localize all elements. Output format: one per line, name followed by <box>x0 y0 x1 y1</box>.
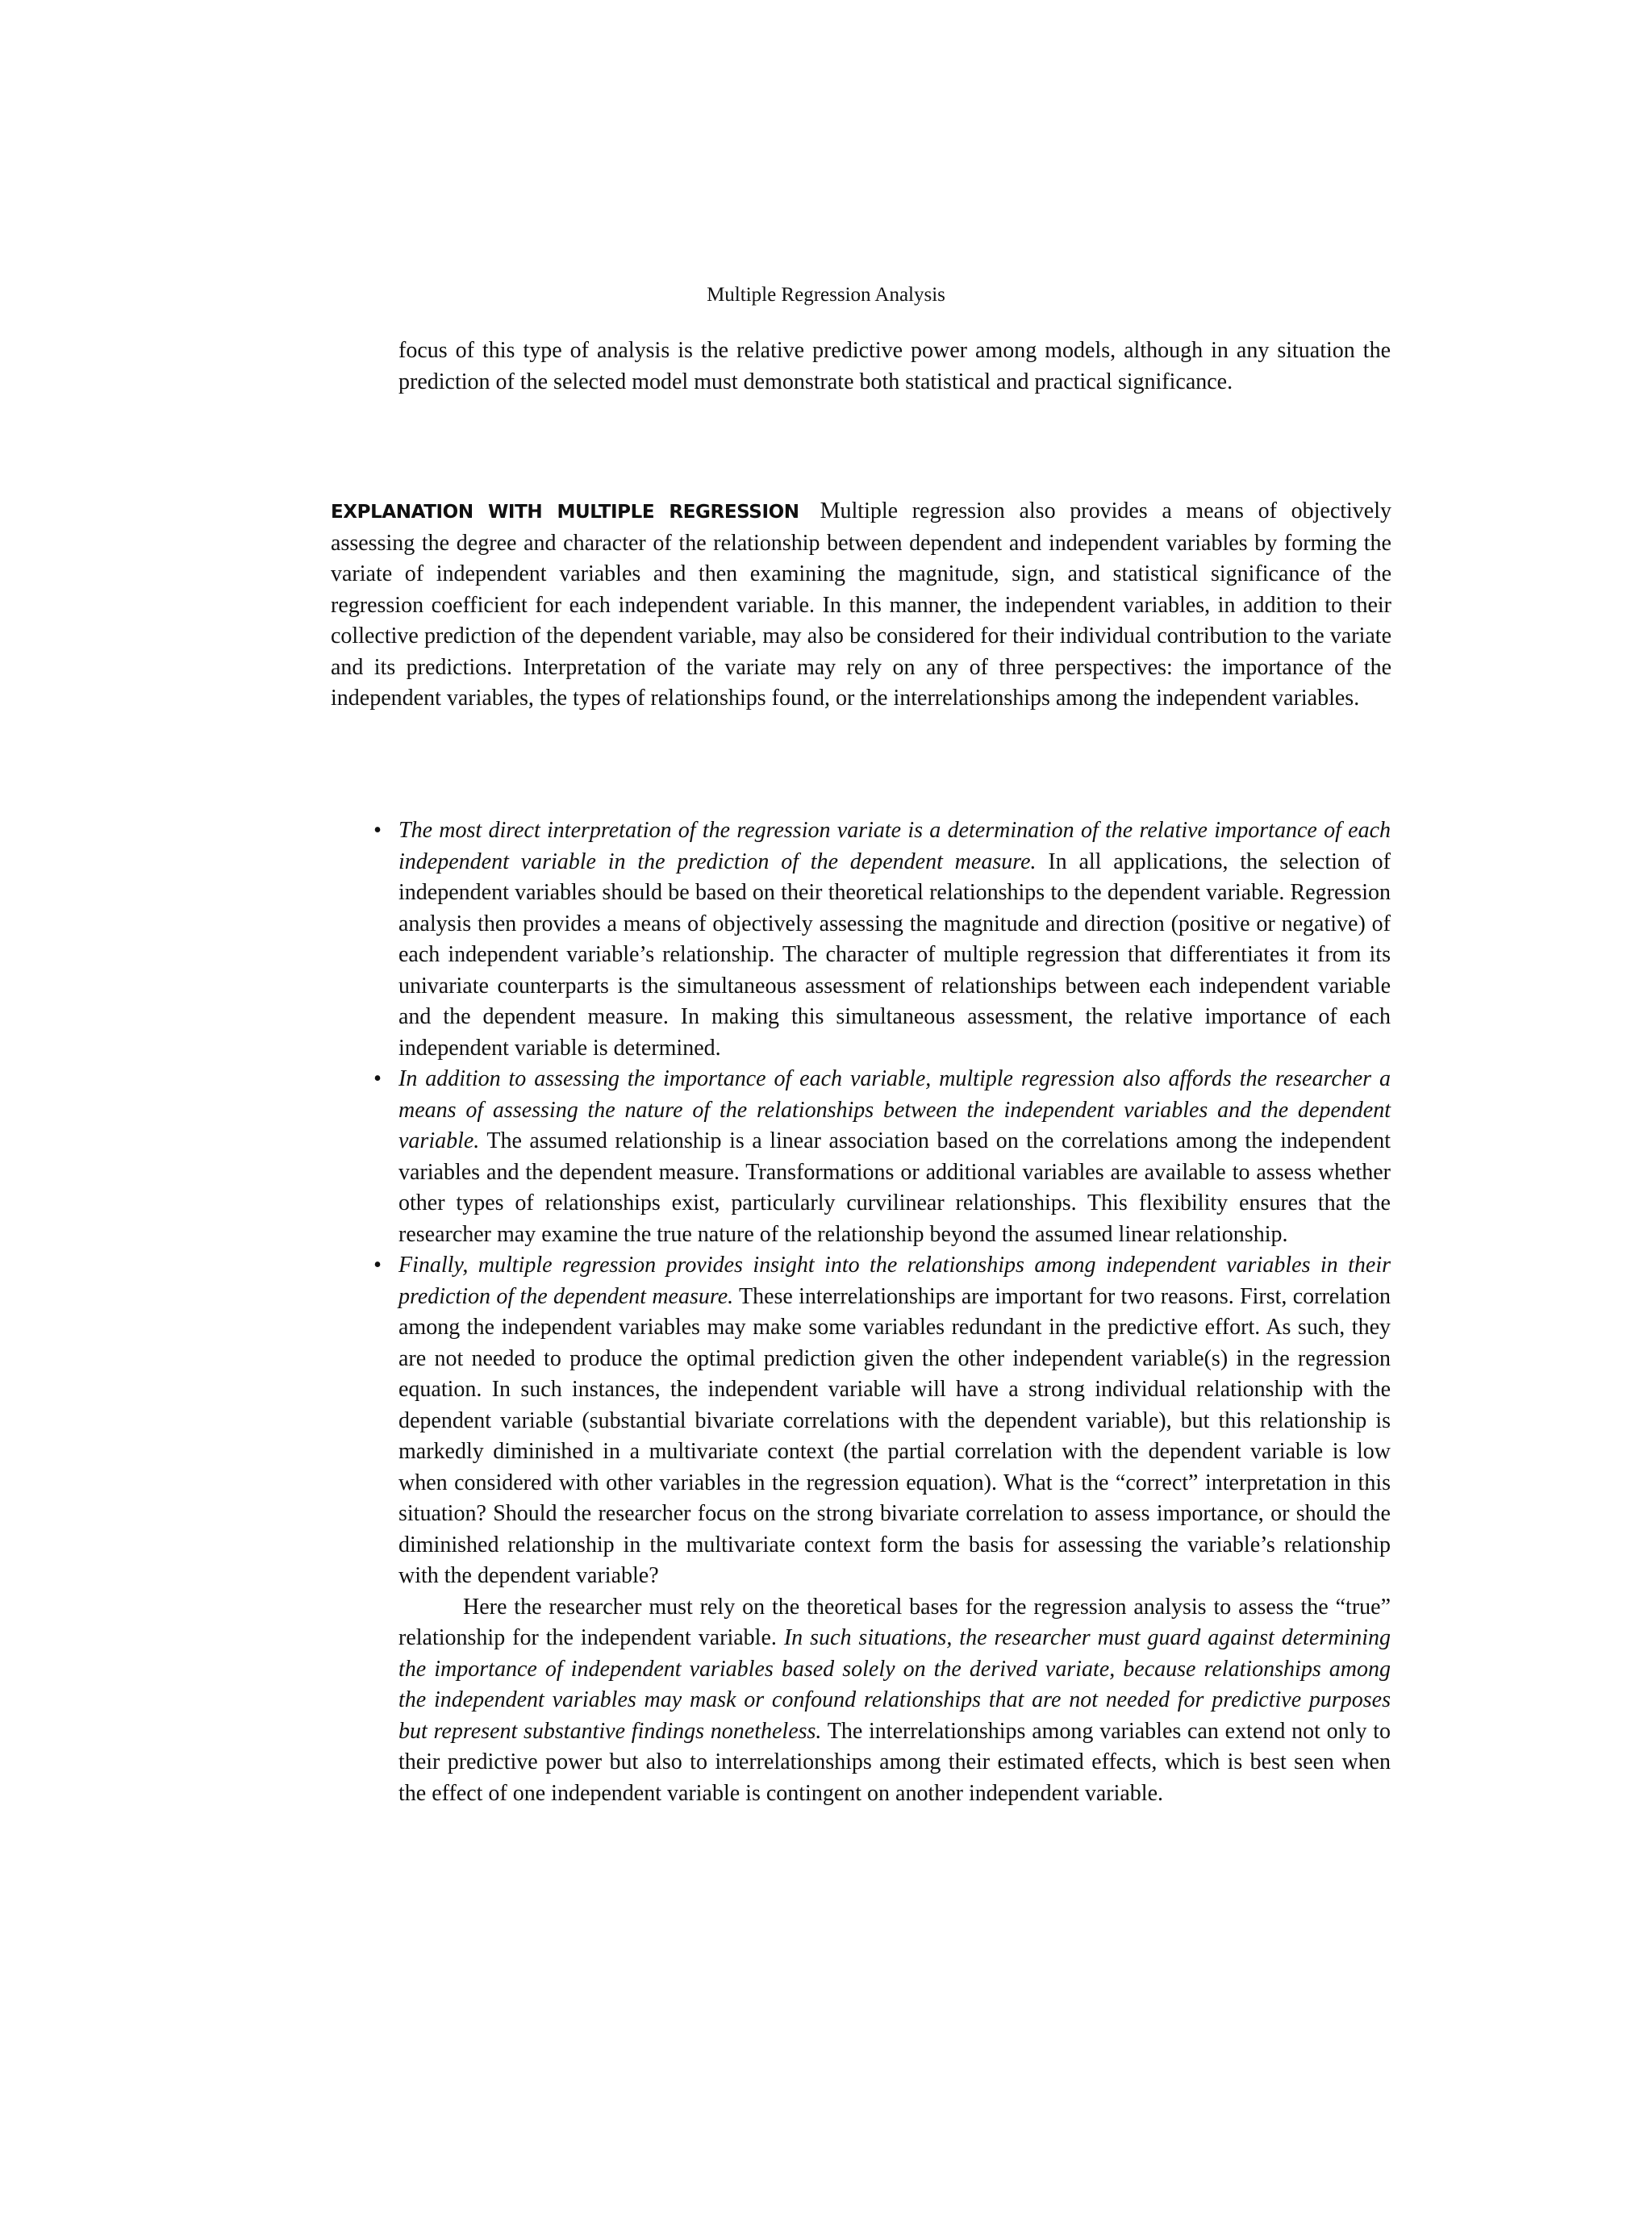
section-body: Multiple regression also provides a means of objectively assessing the degree and character of the relationship between dependent and independent variables by forming the variate of independent variables and then examining the magnitude, sign, and statistical significance of the regression coefficient for each independent variable. In this manner, the independent variables, in addition to their collective prediction of the dependent variable, may also be considered for their individual contribution to the variate and its predictions. Interpretation of the variate may rely on any of three perspectives: the importance of the independent variables, the types of relationships found, or the interrelationships among the independent variables. <box>331 498 1392 711</box>
bullet-body: The assumed relationship is a linear association based on the correlations among the independent variables and the dependent measure. Transformations or additional variables are available to assess whether other types of relationships exist, particularly curvilinear relationships. This flexibility ensures that the researcher may examine the true nature of the relationship beyond the assumed linear relationship. <box>398 1128 1391 1247</box>
intro-paragraph-block <box>398 336 1391 398</box>
bullet-paragraph <box>398 815 1391 1064</box>
section-explanation <box>331 496 1391 715</box>
bullet-paragraph <box>398 1250 1391 1592</box>
bullet-lead: In addition to assessing the importance of each variable, multiple regression also affords the researcher a means of assessing the nature of the relationships between the independent variables and the dependent variable. <box>398 1066 1391 1153</box>
section-paragraph <box>331 496 1391 715</box>
intro-paragraph: focus of this type of analysis is the relative predictive power among models, although in any situation the prediction of the selected model must demonstrate both statistical and practical significance. <box>398 338 1391 394</box>
continuation-post: The interrelationships among variables can extend not only to their predictive power but also to interrelationships among their estimated effects, which is best seen when the effect of one independent variable is contingent on another independent variable. <box>398 1718 1391 1806</box>
bullet-mark: • <box>373 1066 382 1091</box>
section-heading: EXPLANATION WITH MULTIPLE REGRESSION <box>331 502 799 523</box>
continuation-emphasis: In such situations, the researcher must guard against determining the importance of independent variables based solely on the derived variate, because relationships among the independent variables may mask or confound relationships that are not needed for predictive purposes but represent substantive findings nonetheless. <box>398 1625 1391 1744</box>
running-head: Multiple Regression Analysis <box>707 284 945 306</box>
bullet-mark: • <box>373 818 382 843</box>
bullet-body: In all applications, the selection of independent variables should be based on their theoretical relationships to the dependent variable. Regression analysis then provides a means of objectively assessing the magnitude and direction (positive or negative) of each independent variable’s relationship. The character of multiple regression that differentiates it from its univariate counterparts is the simultaneous assessment of relationships between each independent variable and the dependent measure. In making this simultaneous assessment, the relative importance of each independent variable is determined. <box>398 849 1391 1061</box>
bullet-continuation-paragraph <box>398 1592 1391 1810</box>
list-item <box>373 1064 1391 1250</box>
list-item <box>373 1250 1391 1809</box>
bullet-mark: • <box>373 1253 382 1278</box>
continuation-pre: Here the researcher must rely on the theoretical bases for the regression analysis to assess the “true” relationship for the independent variable. <box>398 1594 1391 1650</box>
bullet-lead: Finally, multiple regression provides insight into the relationships among independent variables in their prediction of the dependent measure. <box>398 1253 1391 1309</box>
bullet-body: These interrelationships are important for two reasons. First, correlation among the independent variables may make some variables redundant in the predictive effort. As such, they are not needed to produce the optimal prediction given the other independent variable(s) in the regression equation. In such instances, the independent variable will have a strong individual relationship with the dependent variable (substantial bivariate correlations with the dependent variable), but this relationship is markedly diminished in a multivariate context (the partial correlation with the dependent variable is low when considered with other variables in the regression equation). What is the “correct” interpretation in this situation? Should the researcher focus on the strong bivariate correlation to assess importance, or should the diminished relationship in the multivariate context form the basis for assessing the variable’s relationship with the dependent variable? <box>398 1283 1391 1588</box>
bullet-list <box>373 815 1391 1809</box>
bullet-paragraph <box>398 1064 1391 1250</box>
bullet-list-block <box>373 815 1391 1809</box>
bullet-lead: The most direct interpretation of the regression variate is a determination of the relative importance of each independent variable in the prediction of the dependent measure. <box>398 818 1391 874</box>
list-item <box>373 815 1391 1064</box>
